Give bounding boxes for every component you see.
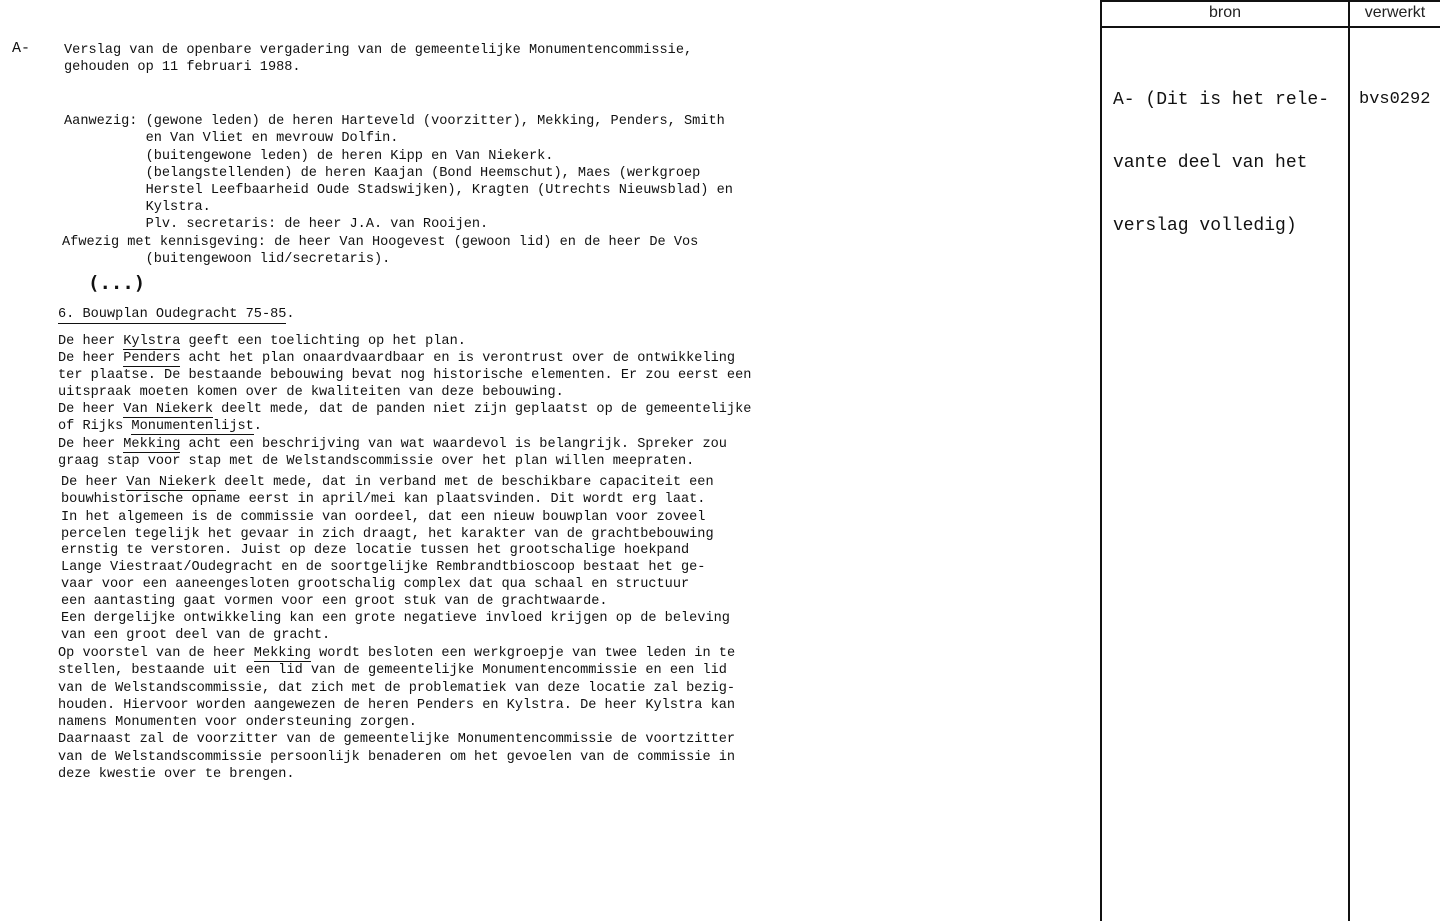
body-text: .: [253, 419, 262, 434]
body-line: [61, 610, 730, 627]
body-line: [58, 350, 735, 367]
heading-period: .: [286, 307, 295, 322]
heading-text: 6. Bouwplan Oudegracht 75-85: [58, 307, 287, 322]
source-note-line: verslag volledig): [1113, 216, 1297, 236]
body-line: [58, 436, 727, 453]
table-border-middle: [1348, 0, 1350, 921]
body-text: acht een beschrijving van wat waardevol is belangrijk. Spreker zou: [180, 437, 727, 452]
body-line: [58, 731, 735, 748]
body-text: ernstig te verstoren. Juist op deze locatie tussen het grootschalige hoekpand: [61, 543, 690, 558]
body-text: Lange Viestraat/Oudegracht en de soortgelijke Rembrandtbioscoop bestaat het ge-: [61, 560, 706, 575]
body-line: [58, 645, 735, 662]
body-line: [58, 418, 262, 435]
attendance-line: Afwezig met kennisgeving: de heer Van Hoogevest (gewoon lid) en de heer De Vos: [62, 235, 699, 250]
body-text: acht het plan onaardvaardbaar en is verontrust over de ontwikkeling: [180, 351, 736, 366]
body-line: [58, 680, 735, 697]
attendance-line: en Van Vliet en mevrouw Dolfin.: [64, 131, 399, 146]
underlined-name: Kylstra: [123, 334, 181, 349]
body-text: stellen, bestaande uit een lid van de gemeentelijke Monumentencommissie en een lid: [58, 663, 727, 678]
body-line: [61, 474, 714, 491]
attendance-line: (buitengewone leden) de heren Kipp en Van Niekerk.: [64, 149, 554, 164]
body-text: In het algemeen is de commissie van oordeel, dat een nieuw bouwplan voor zoveel: [61, 510, 706, 525]
underlined-name: Penders: [123, 351, 181, 366]
body-text: van de Welstandscommissie, dat zich met de problematiek van deze locatie zal bezig-: [58, 681, 736, 696]
attendance-line: Herstel Leefbaarheid Oude Stadswijken), Kragten (Utrechts Nieuwsblad) en: [64, 183, 733, 198]
underlined-name: Mekking: [253, 646, 311, 661]
body-line: [61, 491, 705, 508]
body-line: [61, 576, 689, 593]
body-text: bouwhistorische opname eerst in april/mei kan plaatsvinden. Dit wordt erg laat.: [61, 492, 706, 507]
table-border-top: [1100, 0, 1440, 2]
body-line: [58, 384, 564, 401]
side-table: [1100, 0, 1440, 921]
body-text: deelt mede, dat in verband met de beschikbare capaciteit een: [216, 475, 714, 490]
attendance-line: Plv. secretaris: de heer J.A. van Rooijen.: [64, 217, 489, 232]
body-text: Een dergelijke ontwikkeling kan een grote negatieve invloed krijgen op de beleving: [61, 611, 730, 626]
body-line: [58, 714, 417, 731]
underlined-name: Mekking: [123, 437, 181, 452]
body-text: van een groot deel van de gracht.: [61, 628, 331, 643]
body-text: houden. Hiervoor worden aangewezen de heren Penders en Kylstra. De heer Kylstra kan: [58, 698, 736, 713]
source-note-line: A- (Dit is het rele-: [1113, 90, 1330, 110]
source-note: [1113, 48, 1329, 279]
body-text: Op voorstel van de heer: [58, 646, 254, 661]
body-text: percelen tegelijk het gevaar in zich draagt, het karakter van de grachtbebouwing: [61, 527, 714, 542]
body-text: De heer: [58, 437, 124, 452]
attendance-line: Aanwezig: (gewone leden) de heren Harteveld (voorzitter), Mekking, Penders, Smith: [64, 114, 725, 129]
body-line: [61, 542, 689, 559]
body-text: De heer: [58, 402, 124, 417]
intro-line: Verslag van de openbare vergadering van de gemeentelijke Monumentencommissie,: [64, 43, 693, 58]
body-line: [61, 593, 608, 610]
body-text: De heer: [61, 475, 127, 490]
source-note-line: vante deel van het: [1113, 153, 1308, 173]
body-text: ter plaatse. De bestaande bebouwing bevat nog historische elementen. Er zou eerst een: [58, 368, 752, 383]
body-line: [58, 766, 295, 783]
table-header-divider: [1100, 26, 1440, 28]
body-line: [58, 662, 727, 679]
underlined-name: Van Niekerk: [126, 475, 216, 490]
body-text: graag stap voor stap met de Welstandscommissie over het plan willen meepraten.: [58, 454, 695, 469]
section-marker: A-: [12, 40, 31, 57]
column-header-processed: verwerkt: [1364, 4, 1426, 21]
attendance-line: (belangstellenden) de heren Kaajan (Bond Heemschut), Maes (werkgroep: [64, 166, 701, 181]
underlined-name: Van Niekerk: [123, 402, 213, 417]
underlined-name: Monumentenlijst: [131, 419, 254, 434]
agenda-item-heading: [58, 307, 295, 322]
body-line: [61, 559, 705, 576]
body-text: namens Monumenten voor ondersteuning zorgen.: [58, 715, 417, 730]
body-text: wordt besloten een werkgroepje van twee leden in te: [310, 646, 736, 661]
body-line: [61, 627, 330, 644]
body-line: [61, 526, 714, 543]
body-text: De heer: [58, 351, 124, 366]
body-line: [58, 453, 694, 470]
intro-line: gehouden op 11 februari 1988.: [64, 60, 301, 75]
body-text: uitspraak moeten komen over de kwaliteiten van deze bebouwing.: [58, 385, 564, 400]
omission-ellipsis: (...): [88, 272, 146, 294]
body-text: geeft een toelichting op het plan.: [180, 334, 466, 349]
body-text: deelt mede, dat de panden niet zijn geplaatst op de gemeentelijke: [213, 402, 752, 417]
body-line: [58, 749, 735, 766]
body-text: Daarnaast zal de voorzitter van de gemeentelijke Monumentencommissie de voortzitter: [58, 732, 736, 747]
body-line: [58, 697, 735, 714]
body-text: deze kwestie over te brengen.: [58, 767, 295, 782]
body-text: of Rijks: [58, 419, 132, 434]
table-border-left: [1100, 0, 1102, 921]
body-line: [58, 401, 751, 418]
body-text: De heer: [58, 334, 124, 349]
body-line: [61, 509, 705, 526]
attendance-line: Kylstra.: [64, 200, 211, 215]
body-line: [58, 367, 751, 384]
body-text: een aantasting gaat vormen voor een groot stuk van de grachtwaarde.: [61, 594, 608, 609]
attendance-line: (buitengewoon lid/secretaris).: [64, 252, 391, 267]
body-text: van de Welstandscommissie persoonlijk benaderen om het gevoelen van de commissie in: [58, 750, 736, 765]
body-line: [58, 333, 466, 350]
column-header-source: bron: [1208, 4, 1242, 21]
body-text: vaar voor een aaneengesloten grootschalig complex dat qua schaal en structuur: [61, 577, 690, 592]
processed-reference: bvs0292: [1359, 90, 1431, 109]
